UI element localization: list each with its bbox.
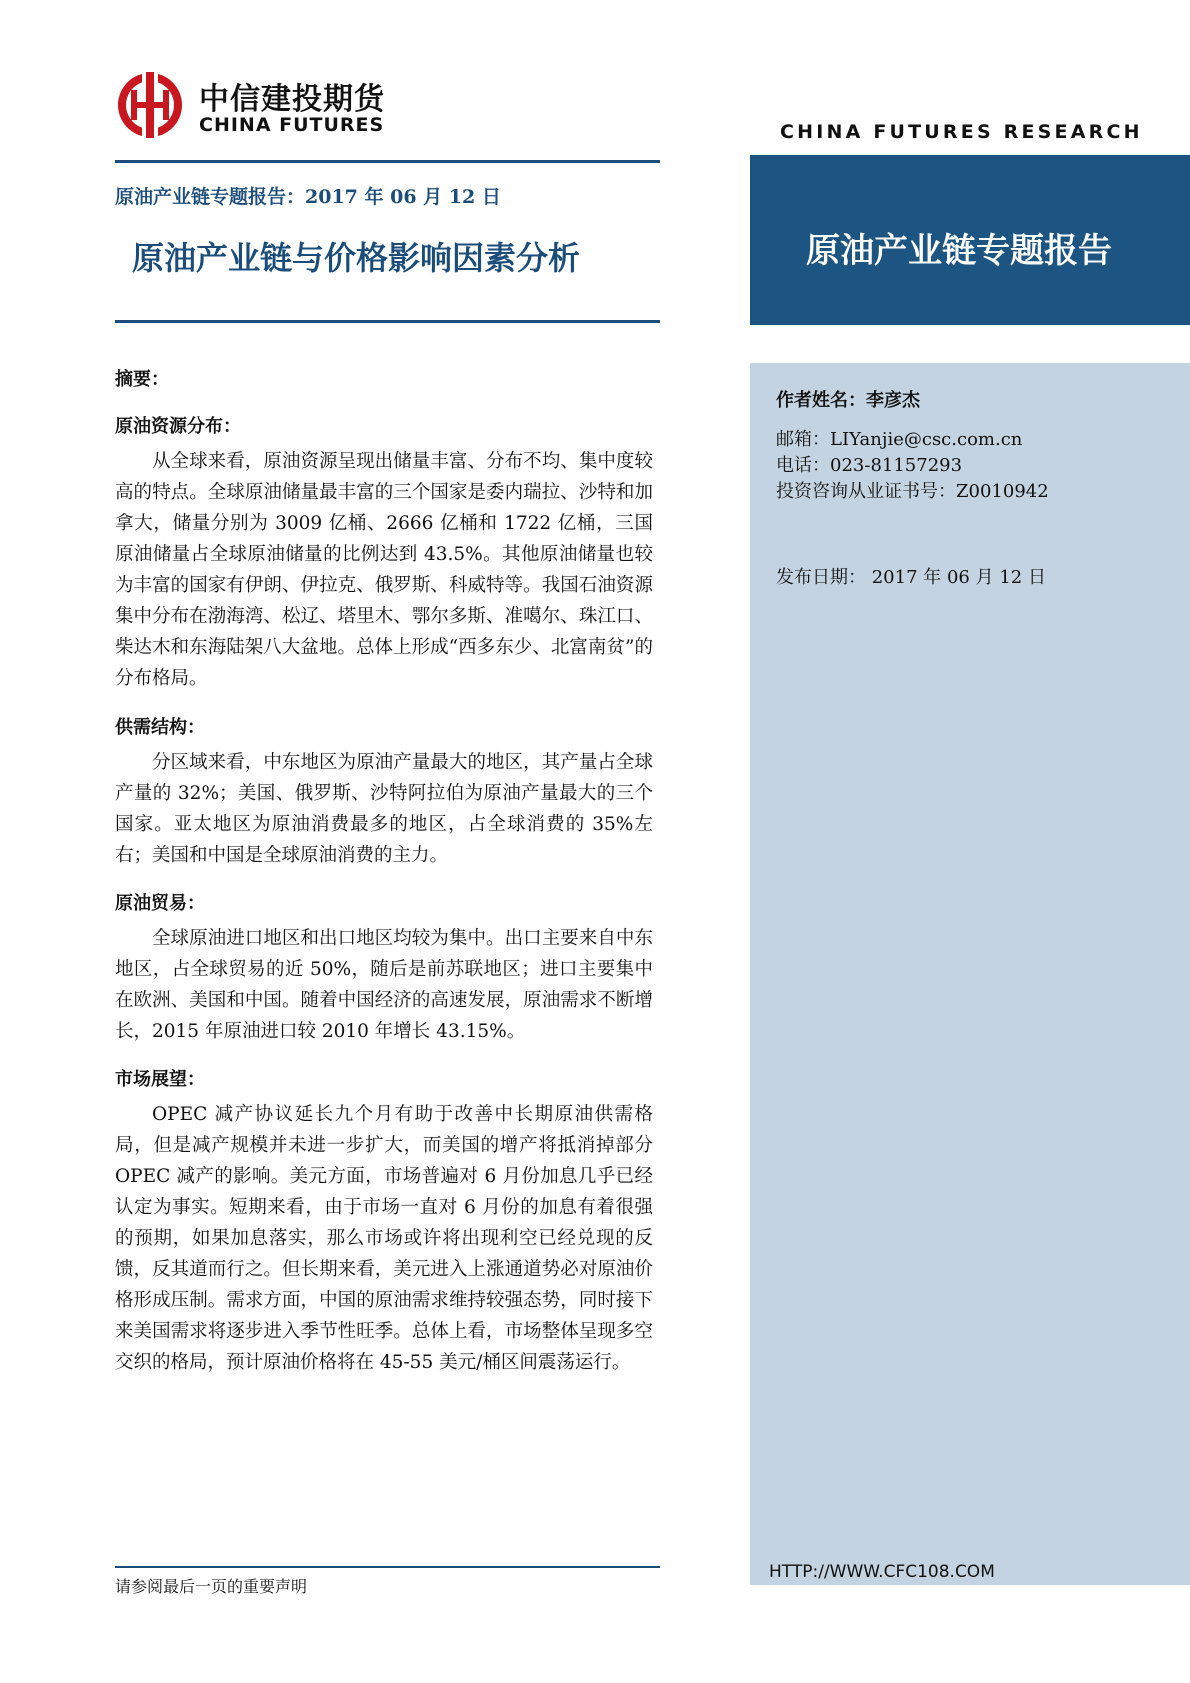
section-supply-demand — [115, 712, 653, 871]
section-body: 全球原油进口地区和出口地区均较为集中。出口主要来自中东地区，占全球贸易的近 50%，随后是前苏联地区；进口主要集中在欧洲、美国和中国。随着中国经济的高速发展，原油需求不断增长，2015 年原油进口较 2010 年增长 43.15%。 — [115, 928, 653, 1042]
author-sidebar — [750, 363, 1190, 1585]
title-bottom-rule — [115, 320, 660, 323]
section-resource-distribution — [115, 411, 653, 694]
author-license: 投资咨询从业证书号：Z0010942 — [776, 481, 1049, 502]
author-phone: 电话：023-81157293 — [776, 455, 963, 476]
citic-logo-icon — [115, 70, 185, 140]
section-heading: 市场展望： — [115, 1069, 205, 1090]
section-body: 从全球来看，原油资源呈现出储量丰富、分布不均、集中度较高的特点。全球原油储量最丰富的三个国家是委内瑞拉、沙特和加拿大，储量分别为 3009 亿桶、2666 亿桶和 1722 亿桶，三国原油储量占全球原油储量的比例达到 43.5%。其他原油储量也较为丰富的国家有伊朗、伊拉克、俄罗斯、科威特等。我国石油资源集中分布在渤海湾、松辽、塔里木、鄂尔多斯、准噶尔、珠江口、柴达木和东海陆架八大盆地。总体上形成“西多东少、北富南贫”的分布格局。 — [115, 451, 653, 689]
page-title: 原油产业链与价格影响因素分析 — [132, 239, 581, 277]
section-heading: 原油资源分布： — [115, 416, 241, 437]
footer-rule — [115, 1566, 660, 1568]
section-body: 分区域来看，中东地区为原油产量最大的地区，其产量占全球产量的 32%；美国、俄罗斯、沙特阿拉伯为原油产量最大的三个国家。亚太地区为原油消费最多的地区，占全球消费的 35%左右；美国和中国是全球原油消费的主力。 — [115, 752, 653, 866]
website-link[interactable]: HTTP://WWW.CFC108.COM — [769, 1562, 995, 1582]
author-email: 邮箱：LIYanjie@csc.com.cn — [776, 429, 1023, 450]
author-name: 作者姓名：李彦杰 — [776, 390, 920, 411]
report-subtitle: 原油产业链专题报告：2017 年 06 月 12 日 — [115, 186, 501, 208]
title-top-rule — [115, 160, 660, 163]
summary-label: 摘要： — [115, 369, 169, 390]
section-body: OPEC 减产协议延长九个月有助于改善中长期原油供需格局，但是减产规模并未进一步扩大，而美国的增产将抵消掉部分 OPEC 减产的影响。美元方面，市场普遍对 6 月份加息几乎已经认定为事实。短期来看，由于市场一直对 6 月份的加息有着很强的预期，如果加息落实，那么市场或许将出现利空已经兑现的反馈，反其道而行之。但长期来看，美元进入上涨通道势必对原油价格形成压制。需求方面，中国的原油需求维持较强态势，同时接下来美国需求将逐步进入季节性旺季。总体上看，市场整体呈现多空交织的格局，预计原油价格将在 45-55 美元/桶区间震荡运行。 — [115, 1104, 653, 1373]
section-oil-trade — [115, 888, 653, 1047]
logo-chinese-name: 中信建投期货 — [199, 82, 385, 117]
research-tagline: CHINA FUTURES RESEARCH — [780, 121, 1143, 143]
section-market-outlook — [115, 1064, 653, 1378]
banner-text: 原油产业链专题报告 — [806, 231, 1112, 271]
company-logo — [115, 70, 395, 145]
report-type-banner — [750, 155, 1190, 325]
section-heading: 供需结构： — [115, 717, 205, 738]
section-heading: 原油贸易： — [115, 893, 205, 914]
publish-date: 发布日期： 2017 年 06 月 12 日 — [776, 567, 1046, 588]
logo-english-name: CHINA FUTURES — [199, 114, 385, 136]
disclaimer-note: 请参阅最后一页的重要声明 — [115, 1577, 308, 1596]
